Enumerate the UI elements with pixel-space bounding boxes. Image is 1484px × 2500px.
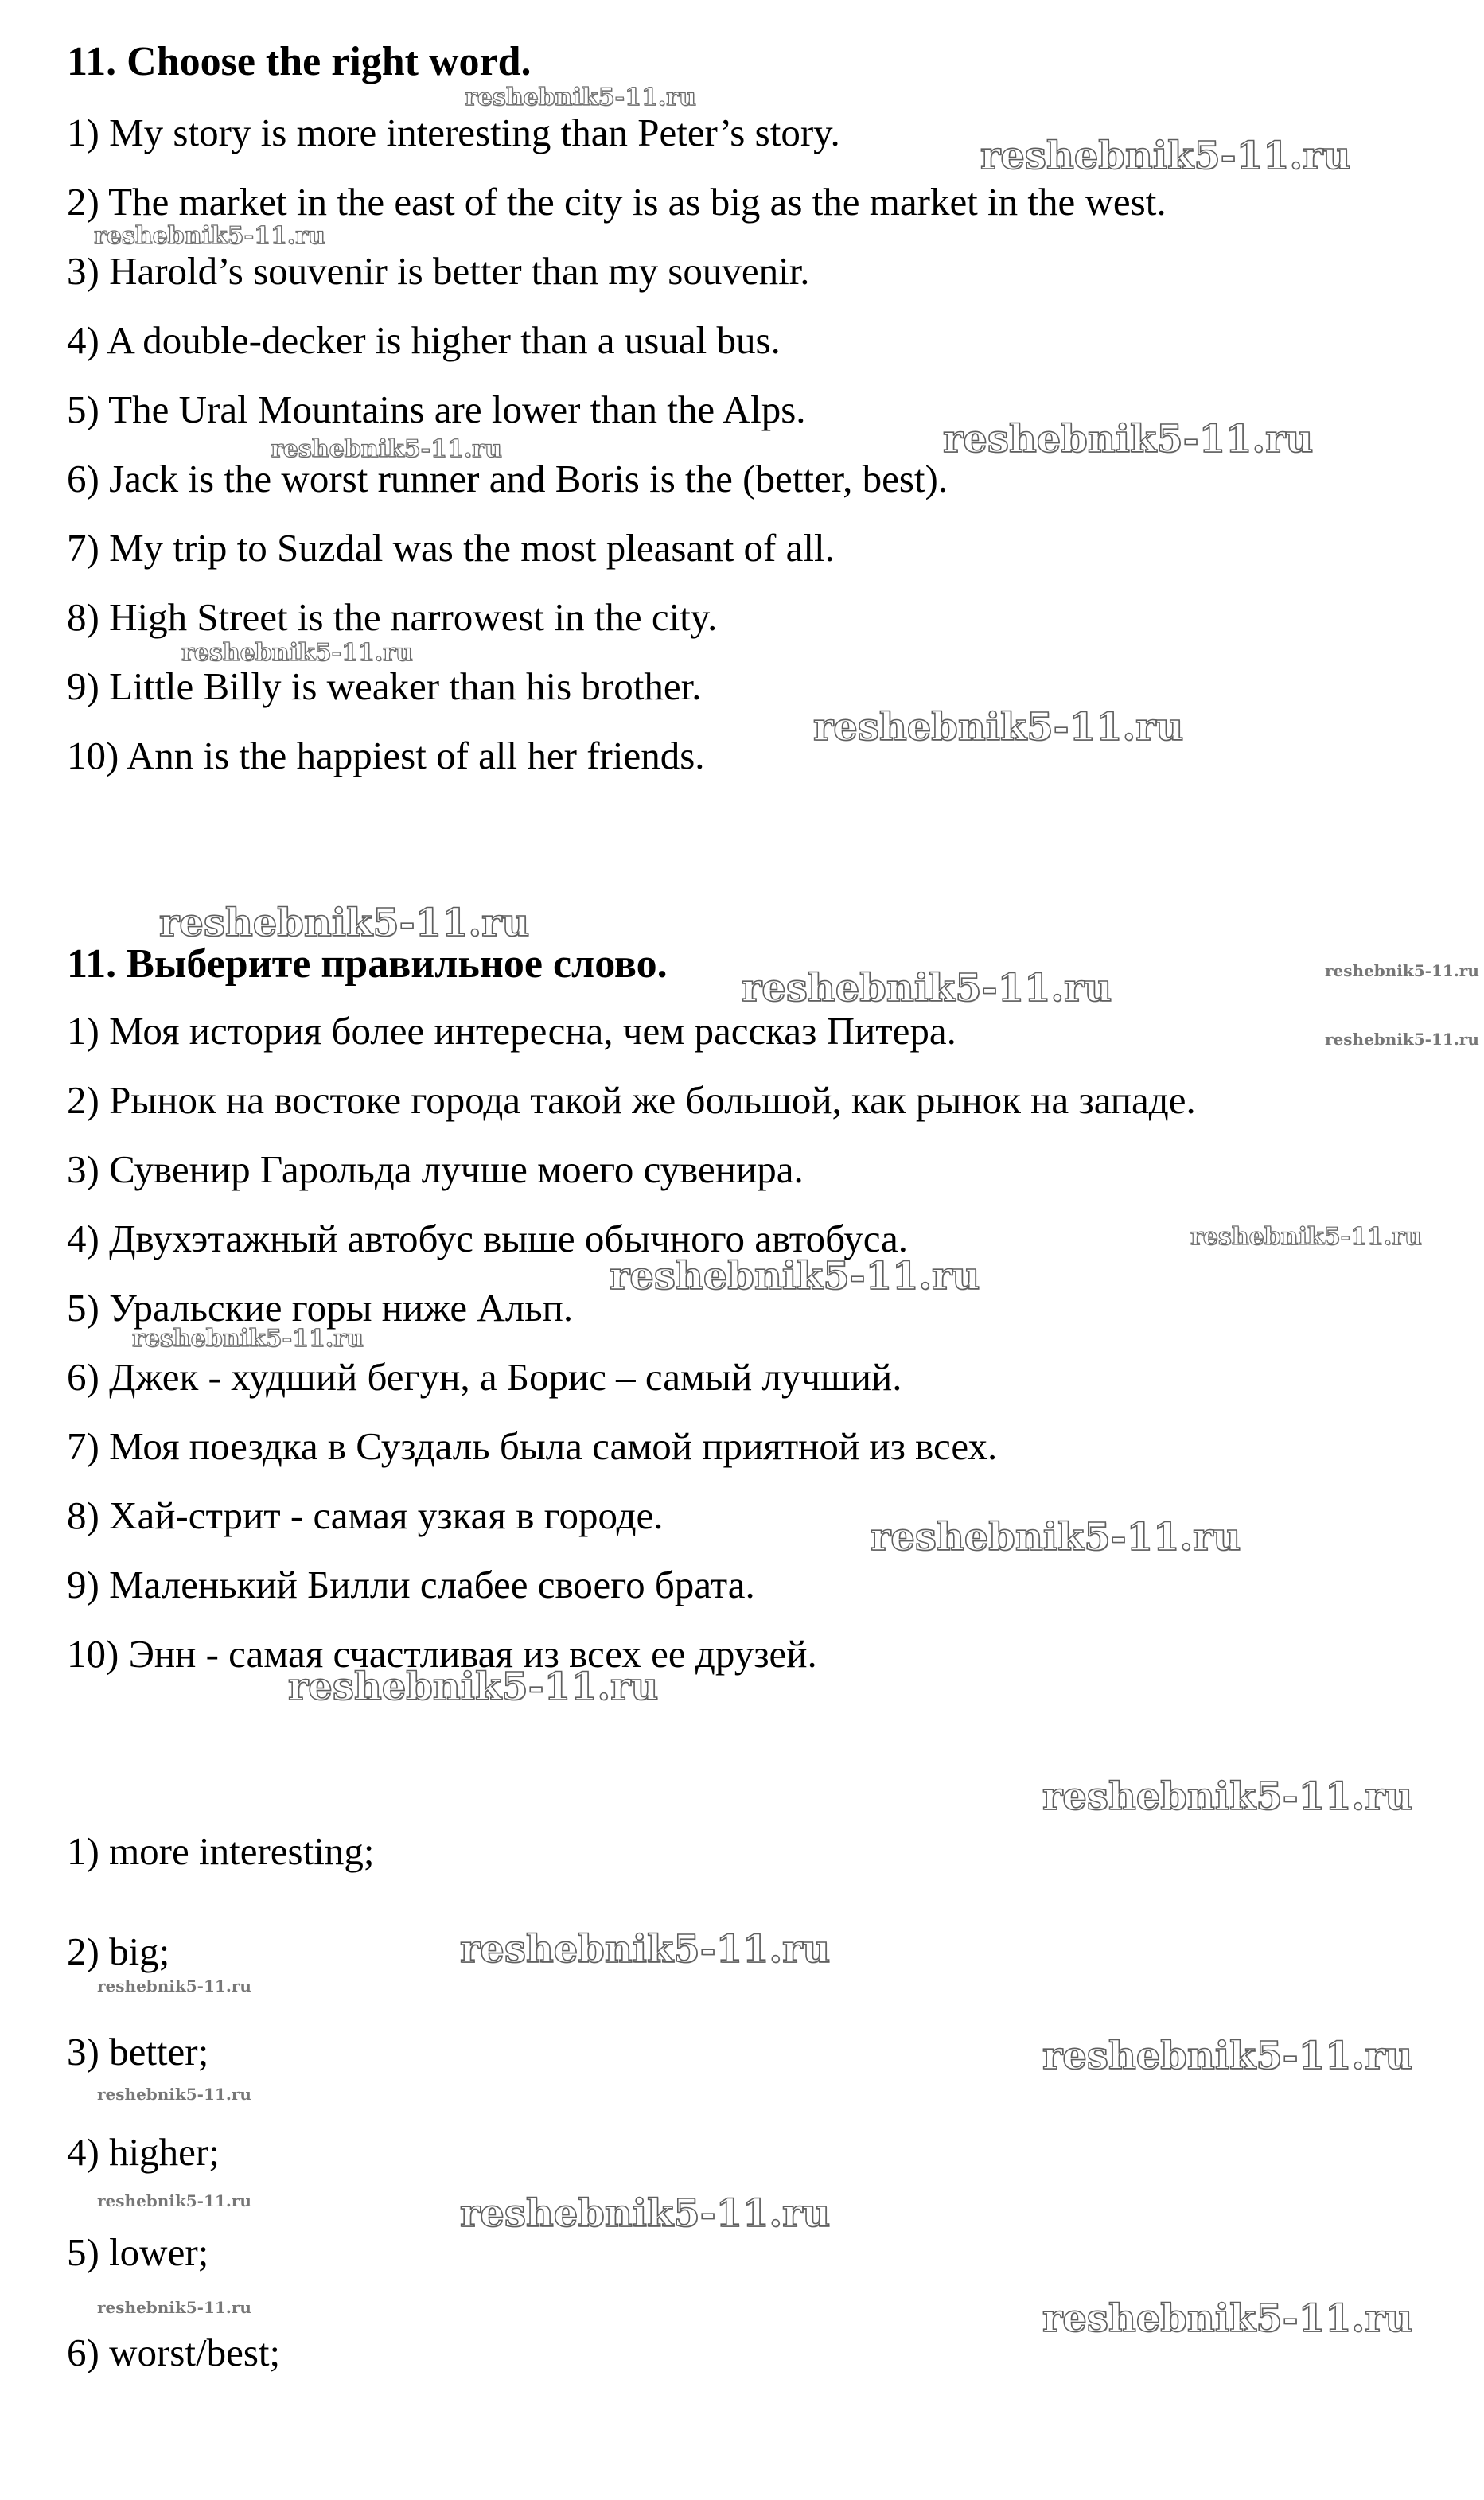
watermark: reshebnik5-11.ru: [1042, 2034, 1413, 2078]
english-item-1: 1) My story is more interesting than Peter’s story.: [67, 111, 840, 154]
watermark: reshebnik5-11.ru: [97, 2085, 251, 2104]
english-item-4: 4) A double-decker is higher than a usual bus.: [67, 318, 781, 362]
watermark: reshebnik5-11.ru: [288, 1665, 659, 1709]
watermark: reshebnik5-11.ru: [1325, 1030, 1479, 1049]
russian-item-7: 7) Моя поездка в Суздаль была самой приятной из всех.: [67, 1424, 998, 1468]
watermark: reshebnik5-11.ru: [460, 1927, 831, 1972]
watermark: reshebnik5-11.ru: [181, 639, 413, 667]
answer-item-6: 6) worst/best;: [67, 2331, 281, 2374]
english-item-6: 6) Jack is the worst runner and Boris is the (better, best).: [67, 457, 948, 500]
watermark: reshebnik5-11.ru: [742, 966, 1112, 1011]
watermark: reshebnik5-11.ru: [871, 1515, 1241, 1560]
watermark: reshebnik5-11.ru: [813, 705, 1184, 750]
english-item-8: 8) High Street is the narrowest in the city.: [67, 595, 718, 639]
answer-item-3: 3) better;: [67, 2030, 209, 2074]
russian-item-4: 4) Двухэтажный автобус выше обычного автобуса.: [67, 1217, 909, 1260]
exercise-heading-english: 11. Choose the right word.: [67, 39, 532, 84]
answer-item-4: 4) higher;: [67, 2130, 220, 2174]
watermark: reshebnik5-11.ru: [94, 222, 325, 250]
watermark: reshebnik5-11.ru: [1042, 1774, 1413, 1819]
answer-item-1: 1) more interesting;: [67, 1829, 375, 1873]
english-item-9: 9) Little Billy is weaker than his brother.: [67, 664, 702, 708]
exercise-heading-russian: 11. Выберите правильное слово.: [67, 941, 668, 987]
english-item-7: 7) My trip to Suzdal was the most pleasant of all.: [67, 526, 835, 570]
watermark: reshebnik5-11.ru: [1325, 961, 1479, 980]
answer-item-5: 5) lower;: [67, 2230, 209, 2274]
russian-item-8: 8) Хай-стрит - самая узкая в городе.: [67, 1493, 664, 1537]
russian-item-10: 10) Энн - самая счастливая из всех ее друзей.: [67, 1632, 817, 1676]
watermark: reshebnik5-11.ru: [610, 1254, 980, 1299]
watermark: reshebnik5-11.ru: [980, 134, 1351, 178]
english-item-5: 5) The Ural Mountains are lower than the Alps.: [67, 387, 806, 431]
watermark: reshebnik5-11.ru: [97, 1976, 251, 1996]
watermark: reshebnik5-11.ru: [159, 901, 530, 945]
watermark: reshebnik5-11.ru: [943, 417, 1314, 461]
russian-item-9: 9) Маленький Билли слабее своего брата.: [67, 1563, 755, 1606]
watermark: reshebnik5-11.ru: [271, 435, 502, 463]
english-item-2: 2) The market in the east of the city is as big as the market in the west.: [67, 180, 1167, 224]
watermark: reshebnik5-11.ru: [465, 84, 696, 111]
russian-item-2: 2) Рынок на востоке города такой же большой, как рынок на западе.: [67, 1078, 1196, 1122]
answer-item-2: 2) big;: [67, 1930, 170, 1973]
english-item-10: 10) Ann is the happiest of all her friends.: [67, 734, 705, 777]
watermark: reshebnik5-11.ru: [97, 2298, 251, 2317]
russian-item-3: 3) Сувенир Гарольда лучше моего сувенира.: [67, 1147, 804, 1191]
watermark: reshebnik5-11.ru: [1042, 2296, 1413, 2341]
russian-item-5: 5) Уральские горы ниже Альп.: [67, 1286, 574, 1330]
russian-item-6: 6) Джек - худший бегун, а Борис – самый лучший.: [67, 1355, 902, 1399]
watermark: reshebnik5-11.ru: [97, 2191, 251, 2210]
watermark: reshebnik5-11.ru: [460, 2191, 831, 2236]
english-item-3: 3) Harold’s souvenir is better than my souvenir.: [67, 249, 810, 293]
watermark: reshebnik5-11.ru: [132, 1325, 364, 1353]
russian-item-1: 1) Моя история более интересна, чем рассказ Питера.: [67, 1009, 956, 1053]
watermark: reshebnik5-11.ru: [1190, 1223, 1422, 1251]
